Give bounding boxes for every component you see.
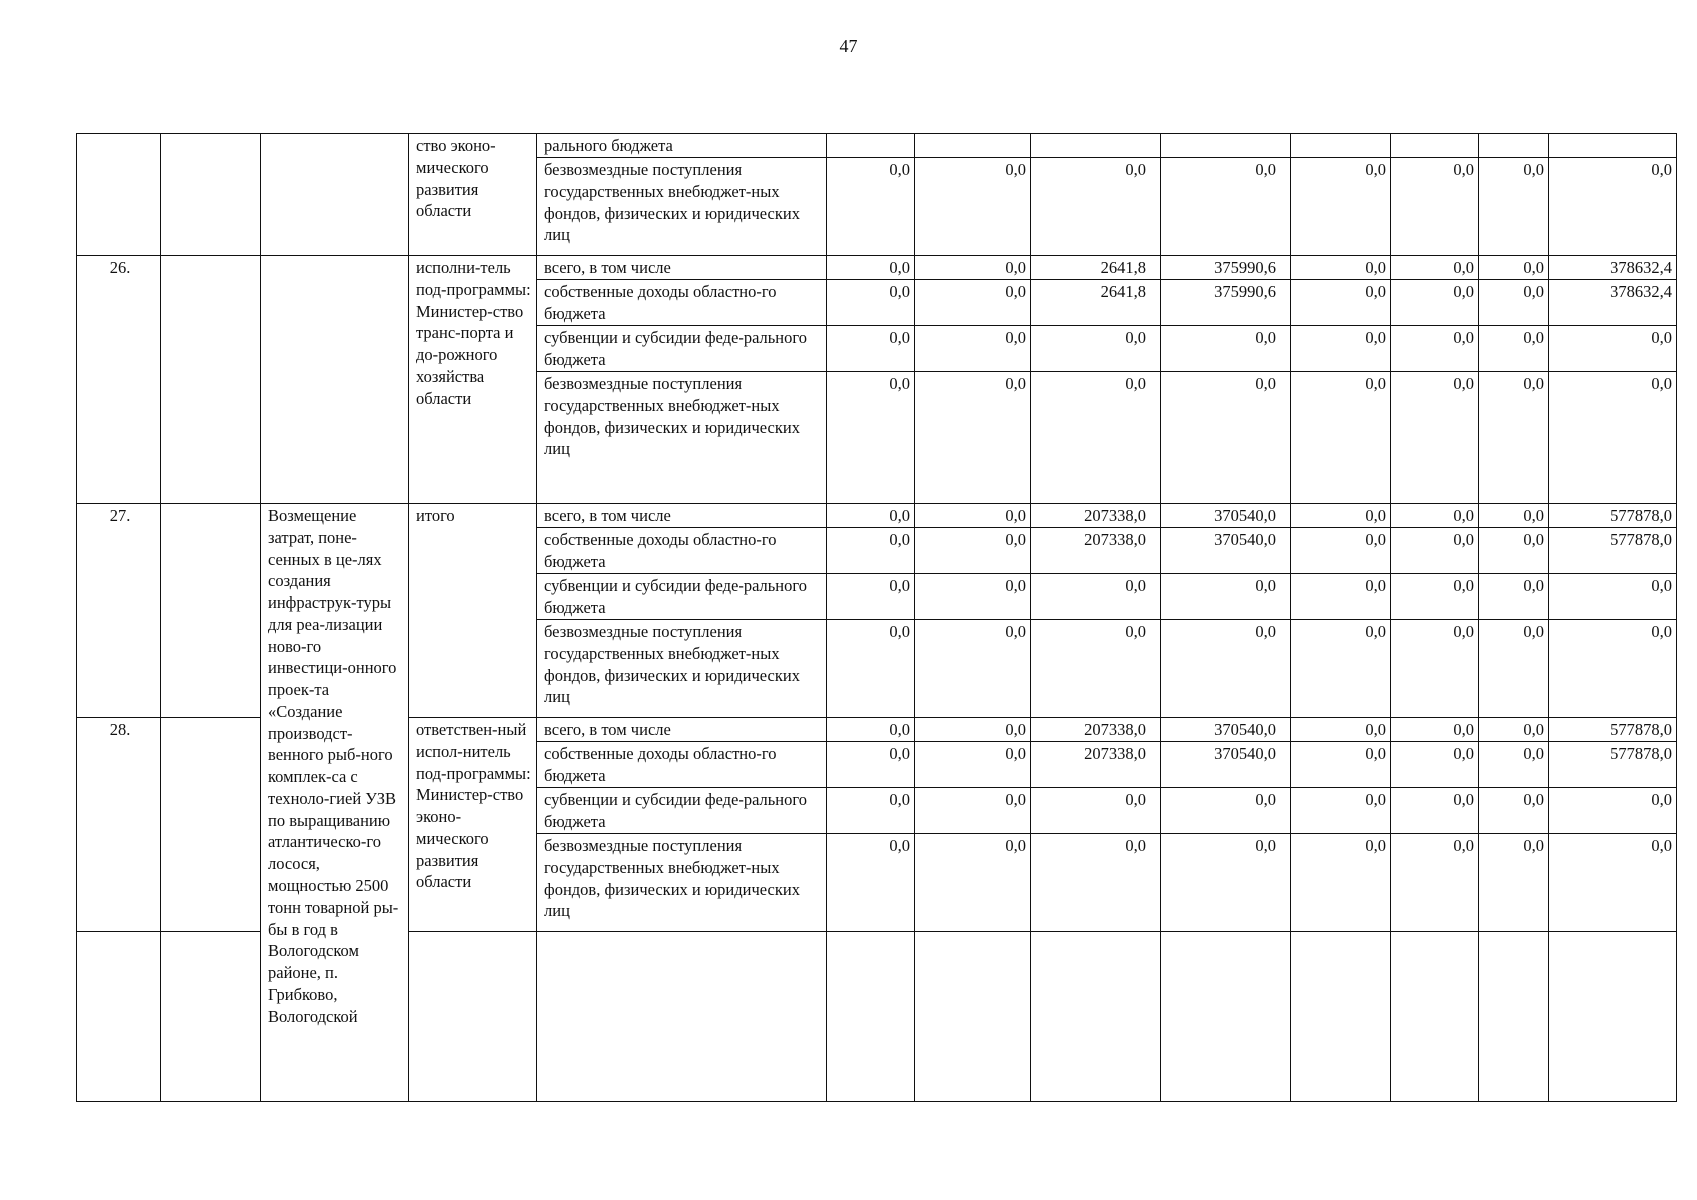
blank-cell <box>161 718 261 932</box>
value-cell: 0,0 <box>915 788 1031 834</box>
value-cell: 0,0 <box>827 528 915 574</box>
source-cell: безвозмездные поступления государственных внебюджет-ных фондов, физических и юридических лиц <box>537 372 827 504</box>
value-cell: 0,0 <box>1291 742 1391 788</box>
value-cell: 0,0 <box>1391 718 1479 742</box>
value-cell <box>1391 134 1479 158</box>
name-cell <box>261 134 409 256</box>
value-cell: 0,0 <box>1291 620 1391 718</box>
value-cell <box>1391 932 1479 1102</box>
value-cell: 0,0 <box>1391 742 1479 788</box>
value-cell: 0,0 <box>827 742 915 788</box>
value-cell: 0,0 <box>915 528 1031 574</box>
value-cell: 2641,8 <box>1031 256 1161 280</box>
value-cell: 0,0 <box>1391 372 1479 504</box>
value-cell: 0,0 <box>1161 788 1291 834</box>
value-cell: 0,0 <box>1031 620 1161 718</box>
source-cell: рального бюджета <box>537 134 827 158</box>
value-cell: 0,0 <box>1031 574 1161 620</box>
num-cell <box>77 134 161 256</box>
value-cell: 0,0 <box>1479 742 1549 788</box>
value-cell: 0,0 <box>1031 834 1161 932</box>
value-cell: 0,0 <box>1391 158 1479 256</box>
source-cell <box>537 932 827 1102</box>
name-cell: Возмещение затрат, поне-сенных в це-лях создания инфраструк-туры для реа-лизации ново-го инвестици-онного проек-та «Создание производст-венного рыб-ного комплек-са с техноло-гией УЗВ по выращиванию атлантическо-го лосося, мощностью 2500 тонн товарной ры-бы в год в Вологодском районе, п. Грибково, Вологодской <box>261 504 409 1102</box>
total-cell: 0,0 <box>1549 834 1677 932</box>
value-cell: 0,0 <box>915 834 1031 932</box>
value-cell: 0,0 <box>1479 158 1549 256</box>
value-cell: 0,0 <box>827 256 915 280</box>
value-cell: 0,0 <box>1391 620 1479 718</box>
value-cell: 0,0 <box>1031 788 1161 834</box>
value-cell: 0,0 <box>1479 280 1549 326</box>
value-cell: 2641,8 <box>1031 280 1161 326</box>
total-cell: 0,0 <box>1549 372 1677 504</box>
value-cell: 0,0 <box>915 372 1031 504</box>
blank-cell <box>161 932 261 1102</box>
value-cell: 0,0 <box>1291 504 1391 528</box>
page-number: 47 <box>839 36 858 56</box>
budget-table <box>76 133 1677 1102</box>
value-cell: 0,0 <box>827 834 915 932</box>
value-cell: 0,0 <box>1391 528 1479 574</box>
total-cell: 0,0 <box>1549 620 1677 718</box>
value-cell <box>1031 932 1161 1102</box>
value-cell: 0,0 <box>1391 326 1479 372</box>
value-cell: 0,0 <box>915 504 1031 528</box>
total-cell: 577878,0 <box>1549 718 1677 742</box>
value-cell: 207338,0 <box>1031 742 1161 788</box>
value-cell: 0,0 <box>915 620 1031 718</box>
value-cell: 0,0 <box>1291 528 1391 574</box>
value-cell: 370540,0 <box>1161 742 1291 788</box>
source-cell: собственные доходы областно-го бюджета <box>537 280 827 326</box>
value-cell: 370540,0 <box>1161 504 1291 528</box>
source-cell: всего, в том числе <box>537 504 827 528</box>
value-cell <box>1479 134 1549 158</box>
row-number: 27. <box>77 504 161 718</box>
source-cell: собственные доходы областно-го бюджета <box>537 528 827 574</box>
source-cell: субвенции и субсидии феде-рального бюджета <box>537 788 827 834</box>
value-cell: 0,0 <box>915 280 1031 326</box>
name-cell <box>261 256 409 504</box>
source-cell: безвозмездные поступления государственных внебюджет-ных фондов, физических и юридических лиц <box>537 620 827 718</box>
value-cell: 0,0 <box>915 158 1031 256</box>
value-cell: 0,0 <box>827 788 915 834</box>
value-cell: 0,0 <box>1391 504 1479 528</box>
source-cell: безвозмездные поступления государственных внебюджет-ных фондов, физических и юридических лиц <box>537 834 827 932</box>
value-cell: 0,0 <box>1291 788 1391 834</box>
source-cell: безвозмездные поступления государственных внебюджет-ных фондов, физических и юридических лиц <box>537 158 827 256</box>
value-cell: 0,0 <box>827 620 915 718</box>
value-cell: 0,0 <box>1291 718 1391 742</box>
value-cell: 0,0 <box>915 718 1031 742</box>
value-cell: 0,0 <box>1291 834 1391 932</box>
value-cell: 0,0 <box>1161 158 1291 256</box>
value-cell <box>1291 134 1391 158</box>
value-cell: 207338,0 <box>1031 528 1161 574</box>
total-cell: 0,0 <box>1549 326 1677 372</box>
total-cell: 0,0 <box>1549 788 1677 834</box>
value-cell <box>915 134 1031 158</box>
num-cell <box>77 932 161 1102</box>
total-cell: 378632,4 <box>1549 256 1677 280</box>
value-cell: 0,0 <box>1161 326 1291 372</box>
source-cell: субвенции и субсидии феде-рального бюджета <box>537 574 827 620</box>
value-cell: 0,0 <box>1291 280 1391 326</box>
value-cell <box>1031 134 1161 158</box>
value-cell: 0,0 <box>1161 620 1291 718</box>
value-cell: 0,0 <box>827 574 915 620</box>
total-cell: 577878,0 <box>1549 528 1677 574</box>
value-cell <box>827 932 915 1102</box>
value-cell: 0,0 <box>1479 834 1549 932</box>
value-cell: 0,0 <box>827 326 915 372</box>
value-cell <box>915 932 1031 1102</box>
value-cell: 370540,0 <box>1161 528 1291 574</box>
value-cell: 0,0 <box>1161 574 1291 620</box>
table-row <box>77 256 1677 280</box>
value-cell <box>1291 932 1391 1102</box>
value-cell: 0,0 <box>1479 504 1549 528</box>
value-cell: 0,0 <box>827 372 915 504</box>
blank-cell <box>161 504 261 718</box>
blank-cell <box>161 256 261 504</box>
value-cell <box>1161 932 1291 1102</box>
value-cell <box>1479 932 1549 1102</box>
source-cell: всего, в том числе <box>537 256 827 280</box>
value-cell: 0,0 <box>1031 372 1161 504</box>
source-cell: всего, в том числе <box>537 718 827 742</box>
value-cell: 0,0 <box>827 158 915 256</box>
value-cell: 0,0 <box>1391 788 1479 834</box>
source-cell: собственные доходы областно-го бюджета <box>537 742 827 788</box>
value-cell: 0,0 <box>1479 372 1549 504</box>
table-row <box>77 504 1677 528</box>
value-cell: 0,0 <box>915 742 1031 788</box>
executor-cell <box>409 932 537 1102</box>
value-cell: 0,0 <box>915 256 1031 280</box>
value-cell: 0,0 <box>1391 256 1479 280</box>
value-cell: 207338,0 <box>1031 504 1161 528</box>
value-cell: 370540,0 <box>1161 718 1291 742</box>
value-cell <box>1549 134 1677 158</box>
row-number: 26. <box>77 256 161 504</box>
value-cell: 0,0 <box>1161 834 1291 932</box>
value-cell: 0,0 <box>1291 574 1391 620</box>
value-cell: 375990,6 <box>1161 280 1291 326</box>
value-cell: 0,0 <box>915 574 1031 620</box>
value-cell: 0,0 <box>827 280 915 326</box>
value-cell: 0,0 <box>1391 574 1479 620</box>
value-cell <box>1161 134 1291 158</box>
blank-cell <box>161 134 261 256</box>
total-cell <box>1549 932 1677 1102</box>
value-cell: 0,0 <box>1479 326 1549 372</box>
value-cell: 0,0 <box>915 326 1031 372</box>
row-number: 28. <box>77 718 161 932</box>
value-cell: 0,0 <box>1479 574 1549 620</box>
value-cell: 0,0 <box>827 504 915 528</box>
source-cell: субвенции и субсидии феде-рального бюджета <box>537 326 827 372</box>
value-cell: 0,0 <box>1479 528 1549 574</box>
value-cell: 0,0 <box>827 718 915 742</box>
value-cell: 0,0 <box>1291 372 1391 504</box>
value-cell: 0,0 <box>1391 834 1479 932</box>
value-cell: 375990,6 <box>1161 256 1291 280</box>
total-cell: 577878,0 <box>1549 742 1677 788</box>
executor-cell: исполни-тель под-программы: Министер-ство транс-порта и до-рожного хозяйства области <box>409 256 537 504</box>
value-cell: 0,0 <box>1479 620 1549 718</box>
total-cell: 0,0 <box>1549 158 1677 256</box>
value-cell: 0,0 <box>1479 788 1549 834</box>
value-cell: 0,0 <box>1291 158 1391 256</box>
value-cell: 0,0 <box>1291 326 1391 372</box>
total-cell: 577878,0 <box>1549 504 1677 528</box>
value-cell: 207338,0 <box>1031 718 1161 742</box>
value-cell <box>827 134 915 158</box>
executor-cell: ство эконо-мического развития области <box>409 134 537 256</box>
executor-cell: итого <box>409 504 537 718</box>
executor-cell: ответствен-ный испол-нитель под-программы: Министер-ство эконо-мического развития области <box>409 718 537 932</box>
value-cell: 0,0 <box>1479 718 1549 742</box>
total-cell: 378632,4 <box>1549 280 1677 326</box>
value-cell: 0,0 <box>1031 158 1161 256</box>
table-row <box>77 134 1677 158</box>
total-cell: 0,0 <box>1549 574 1677 620</box>
value-cell: 0,0 <box>1161 372 1291 504</box>
value-cell: 0,0 <box>1031 326 1161 372</box>
value-cell: 0,0 <box>1291 256 1391 280</box>
value-cell: 0,0 <box>1479 256 1549 280</box>
value-cell: 0,0 <box>1391 280 1479 326</box>
